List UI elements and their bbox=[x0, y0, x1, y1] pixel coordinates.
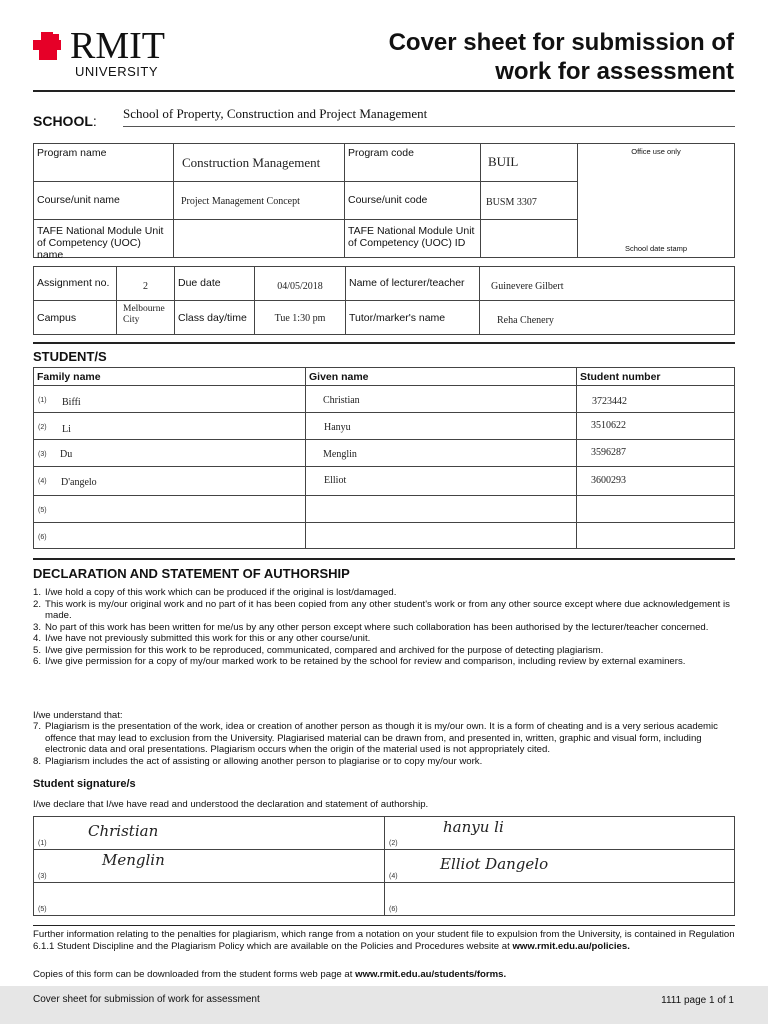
course-code-label: Course/unit code bbox=[348, 194, 428, 206]
understand-heading: I/we understand that: bbox=[33, 710, 123, 721]
declaration-item-number: 8. bbox=[33, 755, 42, 767]
signature-2-field[interactable] bbox=[384, 816, 735, 850]
student-4-family-field[interactable] bbox=[33, 466, 306, 496]
student-2-given: Hanyu bbox=[324, 422, 351, 433]
signature-5-number-marker: (5) bbox=[38, 906, 47, 913]
declaration-item bbox=[33, 599, 735, 622]
course-name-label: Course/unit name bbox=[37, 194, 120, 206]
signature-3-number-marker: (3) bbox=[38, 873, 47, 880]
class-value: Tue 1:30 pm bbox=[274, 313, 326, 324]
lecturer-field[interactable] bbox=[479, 266, 735, 301]
assignment-no-label: Assignment no. bbox=[37, 277, 110, 289]
declaration-item-text: No part of this work has been written for me/us by any other person except where such collaboration has been authorised by the lecturer/teacher concerned. bbox=[45, 621, 709, 633]
student-6-family-field[interactable] bbox=[33, 522, 306, 549]
declaration-item-text: Plagiarism is the presentation of the work, idea or creation of another person as though it is my/our own. It is a form of cheating and is a very serious academic offence that may lead to exclusion from the University. Plagiarised material can be drawn from, and presented in, written, graphic and visual form, including electronic data and oral presentations. Plagiarism occurs when the origin of the material used is not appropriately cited. bbox=[45, 721, 718, 755]
signature-1-field[interactable] bbox=[33, 816, 385, 850]
campus-value-line-2: City bbox=[123, 315, 140, 325]
due-date-label-cell bbox=[174, 266, 255, 301]
signature-4-number-marker: (4) bbox=[389, 873, 398, 880]
student-4-number-marker: (4) bbox=[38, 478, 47, 485]
student-number-header bbox=[576, 367, 735, 386]
declaration-item-number: 3. bbox=[33, 621, 42, 633]
declaration-item-number: 6. bbox=[33, 656, 42, 667]
student-1-id: 3723442 bbox=[592, 396, 627, 407]
footer-left-text: Cover sheet for submission of work for assessment bbox=[33, 994, 260, 1005]
assignment-no-label-cell bbox=[33, 266, 117, 301]
student-1-given-field[interactable] bbox=[305, 385, 577, 413]
students-divider bbox=[33, 342, 735, 344]
student-4-given: Elliot bbox=[324, 475, 347, 486]
declaration-item-text: I/we give permission for a copy of my/our marked work to be retained by the school for review and comparison, including review by external examiners. bbox=[45, 656, 686, 667]
class-label: Class day/time bbox=[178, 312, 247, 324]
lecturer-label-cell bbox=[345, 266, 480, 301]
declaration-item bbox=[33, 622, 735, 634]
declaration-item bbox=[33, 656, 735, 668]
signature-1-number-marker: (1) bbox=[38, 840, 47, 847]
student-4-id-field[interactable] bbox=[576, 466, 735, 496]
due-date-label: Due date bbox=[178, 277, 221, 289]
tafe-name-label-line-1: TAFE National Module Unit bbox=[37, 225, 164, 237]
course-name-value: Project Management Concept bbox=[181, 196, 300, 207]
tafe-id-field[interactable] bbox=[480, 219, 578, 258]
course-code-field[interactable] bbox=[480, 181, 578, 220]
declaration-item bbox=[33, 756, 735, 768]
tutor-field[interactable] bbox=[479, 300, 735, 335]
student-2-family: Li bbox=[62, 424, 71, 435]
student-2-family-field[interactable] bbox=[33, 412, 306, 440]
declaration-item bbox=[33, 587, 735, 599]
declaration-item-text: I/we hold a copy of this work which can be produced if the original is lost/damaged. bbox=[45, 587, 397, 598]
declaration-title: DECLARATION AND STATEMENT OF AUTHORSHIP bbox=[33, 566, 350, 581]
program-code-value: BUIL bbox=[488, 154, 519, 169]
declaration-item-text: Plagiarism includes the act of assisting or allowing another person to plagiarise or to copy my/our work. bbox=[45, 755, 483, 767]
declaration-item-number: 5. bbox=[33, 644, 42, 656]
course-name-field[interactable] bbox=[173, 181, 345, 220]
signature-4: Elliot Dangelo bbox=[440, 855, 549, 873]
school-underline bbox=[123, 126, 735, 127]
footer-band bbox=[0, 986, 768, 1024]
forms-info-text: Copies of this form can be downloaded from the student forms web page at bbox=[33, 969, 353, 980]
school-label-text: SCHOOL bbox=[33, 113, 93, 129]
student-3-given-field[interactable] bbox=[305, 439, 577, 467]
student-3-number-marker: (3) bbox=[38, 451, 47, 458]
class-label-cell bbox=[174, 300, 255, 335]
student-1-family: Biffi bbox=[62, 397, 81, 408]
info-divider bbox=[33, 925, 735, 926]
program-name-value: Construction Management bbox=[182, 155, 321, 170]
signature-1: Christian bbox=[88, 822, 159, 840]
policies-link[interactable]: www.rmit.edu.au/policies. bbox=[512, 940, 630, 952]
tutor-value: Reha Chenery bbox=[497, 315, 554, 326]
forms-link[interactable]: www.rmit.edu.au/students/forms. bbox=[355, 969, 507, 980]
campus-field[interactable] bbox=[116, 300, 175, 335]
course-name-label-cell bbox=[33, 181, 174, 220]
understand-list bbox=[33, 721, 735, 767]
student-3-given: Menglin bbox=[323, 449, 357, 460]
signature-6-field[interactable] bbox=[384, 882, 735, 916]
tafe-id-label-line-2: of Competency (UOC) ID bbox=[348, 237, 466, 249]
campus-label-cell bbox=[33, 300, 117, 335]
signature-5-field[interactable] bbox=[33, 882, 385, 916]
declaration-item-text: I/we give permission for this work to be reproduced, communicated, compared and archived for the purpose of detecting plagiarism. bbox=[45, 644, 604, 656]
student-5-id-field[interactable] bbox=[576, 495, 735, 523]
tafe-id-label-line-1: TAFE National Module Unit bbox=[348, 225, 475, 237]
student-3-family-field[interactable] bbox=[33, 439, 306, 467]
plagiarism-info-text: Further information relating to the penalties for plagiarism, which range from a notation on your student file to expulsion from the University, is contained in Regulation 6.1.1 Student Discipline and the Plagiarism Policy which are available on the Policies and Procedures website at bbox=[33, 929, 735, 952]
given-name-header bbox=[305, 367, 577, 386]
due-date-field[interactable] bbox=[254, 266, 346, 301]
logo-university: UNIVERSITY bbox=[75, 64, 159, 79]
student-6-given-field[interactable] bbox=[305, 522, 577, 549]
student-3-id: 3596287 bbox=[591, 447, 626, 458]
page-title bbox=[389, 28, 734, 86]
signature-2: hanyu li bbox=[443, 818, 504, 836]
forms-info bbox=[33, 969, 506, 981]
lecturer-value: Guinevere Gilbert bbox=[491, 281, 564, 292]
footer-page-number: 1111 page 1 of 1 bbox=[661, 995, 734, 1006]
student-2-id-field[interactable] bbox=[576, 412, 735, 440]
declaration-list bbox=[33, 587, 735, 668]
declaration-item-text: I/we have not previously submitted this work for this or any other course/unit. bbox=[45, 633, 371, 644]
due-date-value: 04/05/2018 bbox=[277, 281, 323, 292]
assignment-no-value: 2 bbox=[143, 281, 148, 292]
declaration-item-number: 7. bbox=[33, 721, 42, 732]
tafe-name-field[interactable] bbox=[173, 219, 345, 258]
student-5-number-marker: (5) bbox=[38, 507, 47, 514]
program-name-field[interactable] bbox=[173, 143, 345, 182]
program-code-label: Program code bbox=[348, 147, 414, 159]
student-1-number-marker: (1) bbox=[38, 397, 47, 404]
declaration-item-number: 4. bbox=[33, 633, 42, 644]
page-title-line-2: work for assessment bbox=[495, 58, 734, 85]
declaration-item bbox=[33, 721, 735, 756]
family-name-header-text: Family name bbox=[37, 371, 101, 383]
course-code-value: BUSM 3307 bbox=[486, 197, 537, 208]
program-name-label-cell bbox=[33, 143, 174, 182]
program-name-label: Program name bbox=[37, 147, 107, 159]
student-4-family: D'angelo bbox=[61, 477, 97, 488]
family-name-header bbox=[33, 367, 306, 386]
lecturer-label: Name of lecturer/teacher bbox=[349, 277, 465, 289]
student-2-id: 3510622 bbox=[591, 420, 626, 431]
declaration-item-number: 1. bbox=[33, 587, 42, 598]
school-label bbox=[33, 113, 97, 129]
school-date-stamp-label: School date stamp bbox=[624, 244, 688, 253]
campus-value-line-1: Melbourne bbox=[123, 304, 165, 314]
tafe-name-label-line-2: of Competency (UOC) name bbox=[37, 237, 141, 261]
student-3-id-field[interactable] bbox=[576, 439, 735, 467]
signature-3-field[interactable] bbox=[33, 849, 385, 883]
signatures-declare: I/we declare that I/we have read and understood the declaration and statement of authorship. bbox=[33, 799, 429, 810]
declaration-item-number: 2. bbox=[33, 598, 42, 610]
signatures-title: Student signature/s bbox=[33, 778, 136, 790]
rmit-pixel-logo-icon bbox=[33, 32, 65, 60]
tutor-label: Tutor/marker's name bbox=[349, 312, 446, 324]
signature-2-number-marker: (2) bbox=[389, 840, 398, 847]
declaration-item bbox=[33, 633, 735, 645]
declaration-item bbox=[33, 645, 735, 657]
student-2-number-marker: (2) bbox=[38, 424, 47, 431]
student-5-family-field[interactable] bbox=[33, 495, 306, 523]
tutor-label-cell bbox=[345, 300, 480, 335]
campus-label: Campus bbox=[37, 312, 77, 324]
tafe-id-label-cell bbox=[344, 219, 481, 258]
plagiarism-info bbox=[33, 929, 735, 952]
given-name-header-text: Given name bbox=[309, 371, 369, 383]
course-code-label-cell bbox=[344, 181, 481, 220]
office-use-box bbox=[577, 143, 735, 258]
signature-6-number-marker: (6) bbox=[389, 906, 398, 913]
student-number-header-text: Student number bbox=[580, 371, 661, 383]
office-use-label: Office use only bbox=[631, 147, 681, 156]
school-value: School of Property, Construction and Project Management bbox=[123, 106, 428, 121]
student-6-id-field[interactable] bbox=[576, 522, 735, 549]
student-1-family-field[interactable] bbox=[33, 385, 306, 413]
student-6-number-marker: (6) bbox=[38, 534, 47, 541]
logo-wordmark: RMIT bbox=[70, 25, 165, 67]
header-divider bbox=[33, 90, 735, 92]
student-1-given: Christian bbox=[323, 395, 360, 406]
class-field[interactable] bbox=[254, 300, 346, 335]
student-3-family: Du bbox=[60, 449, 73, 460]
students-title: STUDENT/S bbox=[33, 349, 107, 364]
declaration-item-text: This work is my/our original work and no part of it has been copied from any other student's work or from any other source except where due acknowledgement is made. bbox=[45, 598, 730, 621]
school-colon: : bbox=[92, 113, 97, 129]
signature-4-field[interactable] bbox=[384, 849, 735, 883]
student-1-id-field[interactable] bbox=[576, 385, 735, 413]
student-5-given-field[interactable] bbox=[305, 495, 577, 523]
student-4-given-field[interactable] bbox=[305, 466, 577, 496]
student-2-given-field[interactable] bbox=[305, 412, 577, 440]
tafe-name-label-cell bbox=[33, 219, 174, 261]
assignment-no-field[interactable] bbox=[116, 266, 175, 301]
program-code-label-cell bbox=[344, 143, 481, 182]
declaration-divider bbox=[33, 558, 735, 560]
program-code-field[interactable] bbox=[480, 143, 578, 182]
signature-3: Menglin bbox=[102, 851, 165, 869]
page-title-line-1: Cover sheet for submission of bbox=[388, 29, 734, 56]
student-4-id: 3600293 bbox=[591, 475, 626, 486]
